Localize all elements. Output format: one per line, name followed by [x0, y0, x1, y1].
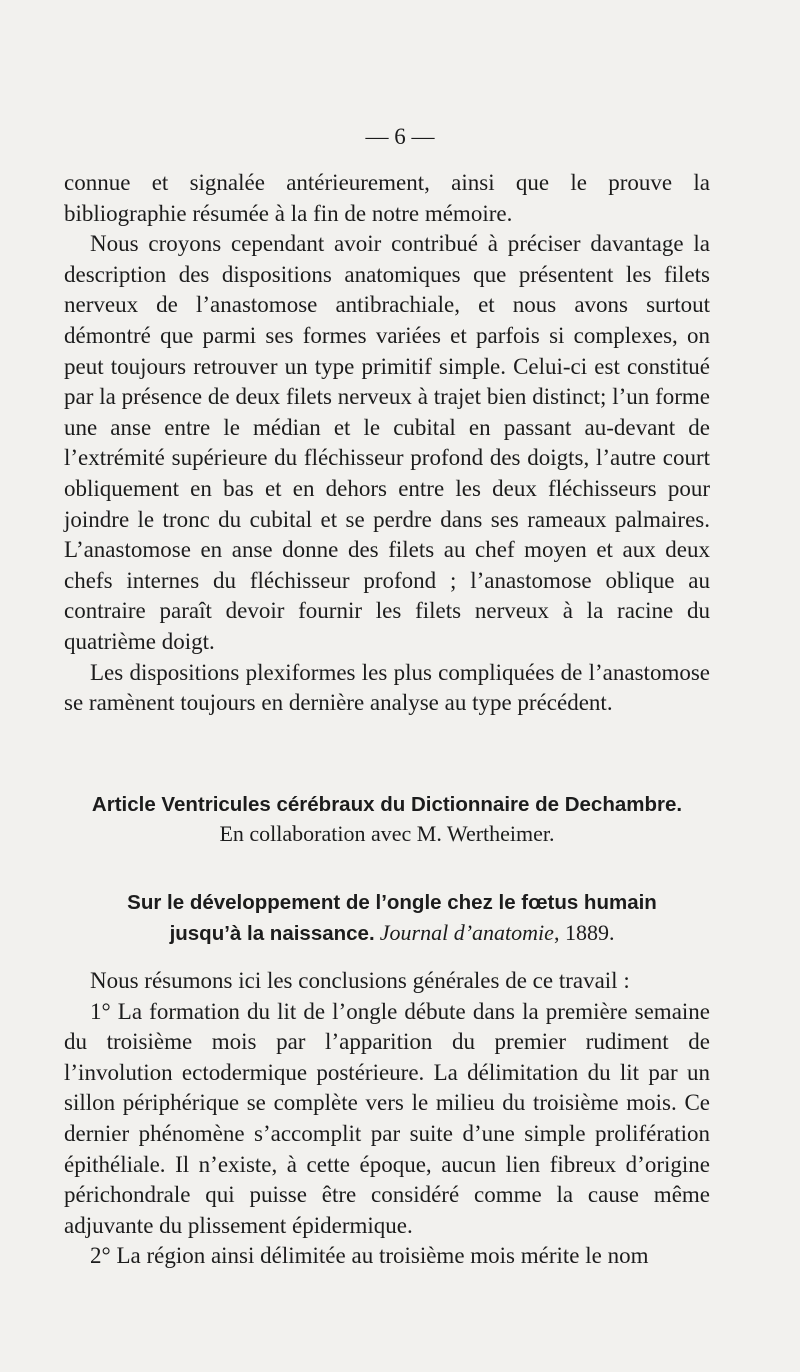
paragraph-anastomose: Nous croyons cependant avoir contribué à préciser davantage la description des dispositions anatomiques que présentent les filets nerveux de l’anastomose antibrachiale, et nous avons surtout démontré que parmi ses formes variées et parfois si complexes, on peut toujours retrouver un type primitif simple. Celui-ci est constitué par la présence de deux filets nerveux à trajet bien distinct; l’un forme une anse entre le médian et le cubital en passant au-devant de l’extrémité supérieure du fléchisseur profond des doigts, l’autre court obliquement en bas et en dehors entre les deux fléchisseurs pour joindre le tronc du cubital et se perdre dans ses rameaux palmaires. L’anastomose en anse donne des filets au chef moyen et aux deux chefs internes du fléchisseur profond ; l’anastomose oblique au contraire paraît devoir fournir les filets nerveux à la racine du quatrième doigt.: [64, 231, 710, 654]
article-collaboration: En collaboration avec M. Wertheimer.: [219, 821, 555, 846]
page-number: — 6 —: [365, 124, 435, 149]
journal-year: , 1889.: [553, 920, 615, 945]
article-title-line2: jusqu’à la naissance.: [169, 922, 375, 945]
paragraph-conclusion-1: 1° La formation du lit de l’ongle débute dans la première semaine du troisième mois par l’apparition du premier rudiment de l’involution ectodermique postérieure. La délimitation du lit par un sillon périphérique se complète vers le milieu du troisième mois. Ce dernier phénomène s’accomplit par suite d’une simple prolifération épithéliale. Il n’existe, à cette époque, aucun lien fibreux d’origine périchondrale qui puisse être considéré comme la cause même adjuvante du plissement épidermique.: [64, 998, 710, 1238]
article-title-ventricules: Article Ventricules cérébraux du Dictionnaire de Dechambre.: [91, 793, 683, 816]
paragraph-conclusion-2: 2° La région ainsi délimitée au troisième mois mérite le nom: [90, 1243, 649, 1269]
paragraph-resume: Nous résumons ici les conclusions générales de ce travail :: [90, 968, 630, 993]
journal-name: Journal d’anatomie: [379, 920, 554, 945]
paragraph-continuation: connue et signalée antérieurement, ainsi que le prouve la bibliographie résumée à la fin de notre mémoire.: [64, 170, 710, 226]
paragraph-plexiformes: Les dispositions plexiformes les plus compliquées de l’anastomose se ramènent toujours en dernière analyse au type précédent.: [64, 659, 710, 716]
body-text-block-1: [64, 168, 710, 719]
article-title-ongle: [92, 888, 692, 949]
article-title-line1: Sur le développement de l’ongle chez le fœtus humain: [127, 891, 657, 914]
body-text-block-2: [64, 966, 710, 1272]
